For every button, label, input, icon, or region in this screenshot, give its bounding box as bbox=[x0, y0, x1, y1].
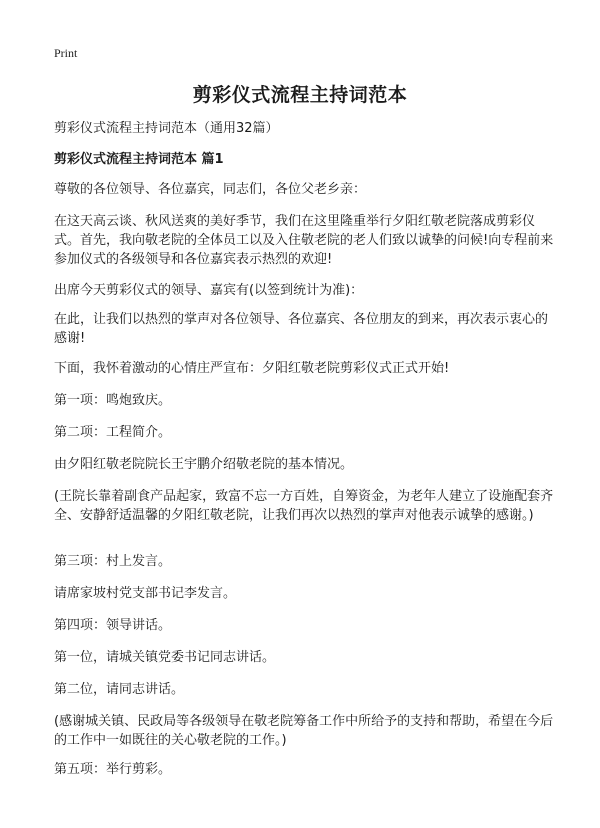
paragraph: 第一位，请城关镇党委书记同志讲话。 bbox=[54, 650, 276, 665]
paragraph: 出席今天剪彩仪式的领导、嘉宾有(以签到统计为准)： bbox=[54, 283, 364, 298]
page-title: 剪彩仪式流程主持词范本 bbox=[192, 84, 408, 106]
paragraph: (王院长靠着副食产品起家，致富不忘一方百姓，自筹资金，为老年人建立了设施配套齐全、安静舒适温馨的夕阳红敬老院，让我们再次以热烈的掌声对他表示诚挚的感谢。) bbox=[54, 489, 554, 523]
paragraph: 第五项：举行剪彩。 bbox=[54, 762, 172, 777]
paragraph: (感谢城关镇、民政局等各级领导在敬老院筹备工作中所给予的支持和帮助，希望在今后的工作中一如既往的关心敬老院的工作。) bbox=[54, 714, 554, 748]
paragraph: 在此，让我们以热烈的掌声对各位领导、各位嘉宾、各位朋友的到来，再次表示衷心的感谢! bbox=[54, 312, 549, 346]
paragraph: 由夕阳红敬老院院长王宇鹏介绍敬老院的基本情况。 bbox=[54, 457, 354, 472]
paragraph: 第三项：村上发言。 bbox=[54, 554, 172, 569]
print-link[interactable]: Print bbox=[54, 46, 78, 60]
paragraph: 尊敬的各位领导、各位嘉宾，同志们，各位父老乡亲： bbox=[54, 182, 367, 197]
section-heading: 剪彩仪式流程主持词范本 篇1 bbox=[54, 152, 224, 167]
paragraph: 请席家坡村党支部书记李发言。 bbox=[54, 586, 237, 601]
paragraph: 下面，我怀着激动的心情庄严宣布：夕阳红敬老院剪彩仪式正式开始! bbox=[54, 361, 450, 376]
paragraph: 在这天高云谈、秋风送爽的美好季节，我们在这里隆重举行夕阳红敬老院落成剪彩仪式。首先，我向敬老院的全体员工以及入住敬老院的老人们致以诚挚的问候!向专程前来参加仪式的各级领导和各位嘉宾表示热烈的欢迎! bbox=[54, 214, 554, 267]
paragraph: 第一项：鸣炮致庆。 bbox=[54, 393, 172, 408]
document-subtitle: 剪彩仪式流程主持词范本（通用32篇） bbox=[54, 121, 279, 136]
paragraph: 第二位，请同志讲话。 bbox=[54, 682, 185, 697]
paragraph: 第四项：领导讲话。 bbox=[54, 618, 172, 633]
paragraph: 第二项：工程简介。 bbox=[54, 425, 172, 440]
